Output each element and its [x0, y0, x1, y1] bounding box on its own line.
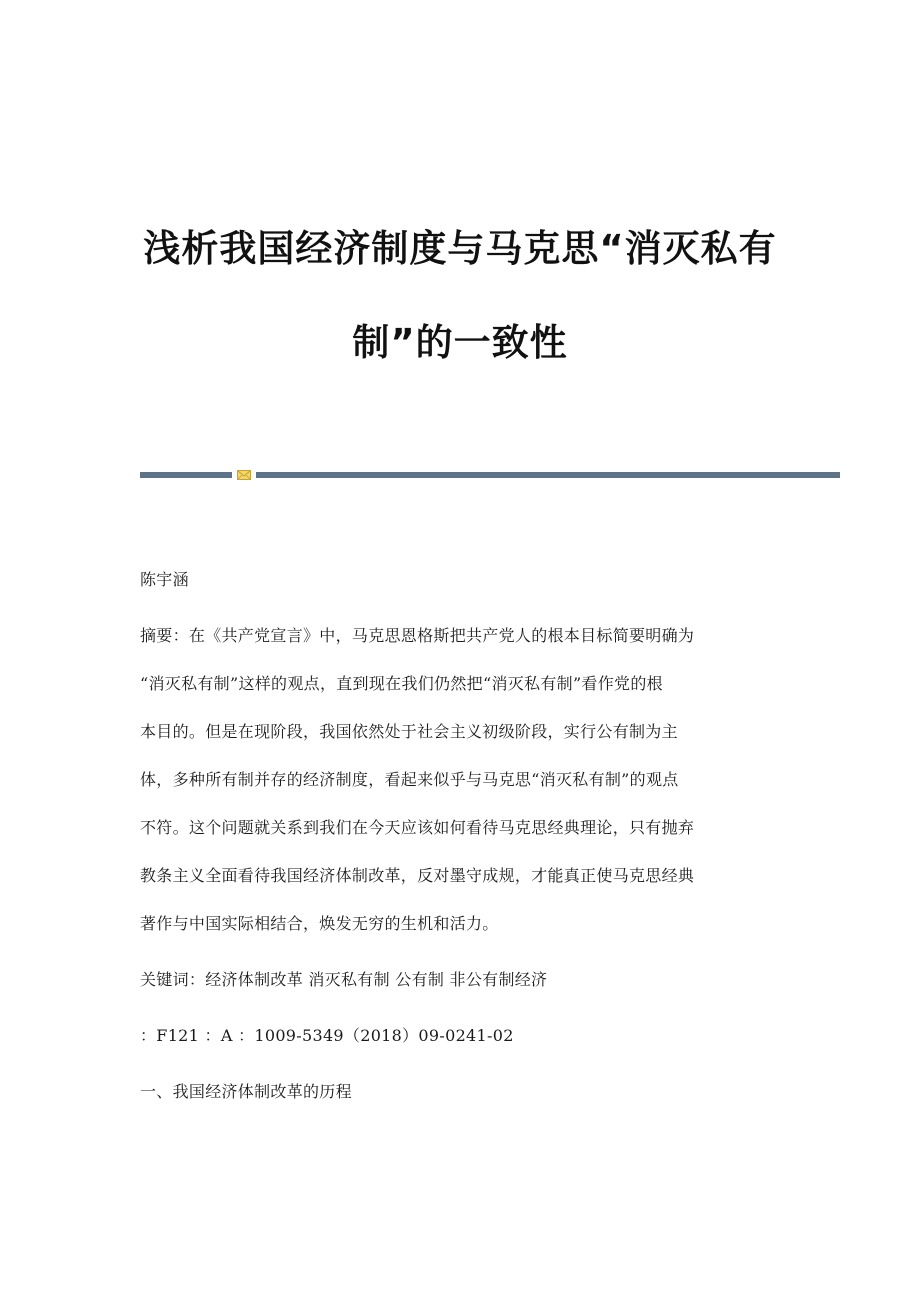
document-title-line-2: 制”的一致性 — [352, 321, 568, 364]
abstract-line: 教条主义全面看待我国经济体制改革，反对墨守成规，才能真正使马克思经典 — [140, 866, 695, 885]
title-divider — [140, 470, 840, 480]
abstract-line: 摘要：在《共产党宣言》中，马克思恩格斯把共产党人的根本目标简要明确为 — [140, 626, 695, 645]
divider-bar-right — [256, 472, 840, 478]
abstract-line: 本目的。但是在现阶段，我国依然处于社会主义初级阶段，实行公有制为主 — [140, 722, 678, 741]
classification-codes: ：F121 ：A ：1009-5349（2018）09-0241-02 — [140, 1026, 514, 1045]
abstract-line: “消灭私有制”这样的观点，直到现在我们仍然把“消灭私有制”看作党的根 — [140, 674, 663, 693]
abstract-line: 不符。这个问题就关系到我们在今天应该如何看待马克思经典理论，只有抛弃 — [140, 818, 695, 837]
section-heading: 一、我国经济体制改革的历程 — [140, 1082, 352, 1101]
abstract-line: 著作与中国实际相结合，焕发无穷的生机和活力。 — [140, 914, 499, 933]
abstract-line: 体，多种所有制并存的经济制度，看起来似乎与马克思“消灭私有制”的观点 — [140, 770, 679, 789]
divider-ornament-icon — [237, 470, 251, 480]
divider-bar-left — [140, 472, 232, 478]
keywords: 关键词：经济体制改革 消灭私有制 公有制 非公有制经济 — [140, 970, 548, 989]
document-title-line-1: 浅析我国经济制度与马克思“消灭私有 — [143, 227, 777, 270]
author-name: 陈宇涵 — [140, 570, 189, 589]
